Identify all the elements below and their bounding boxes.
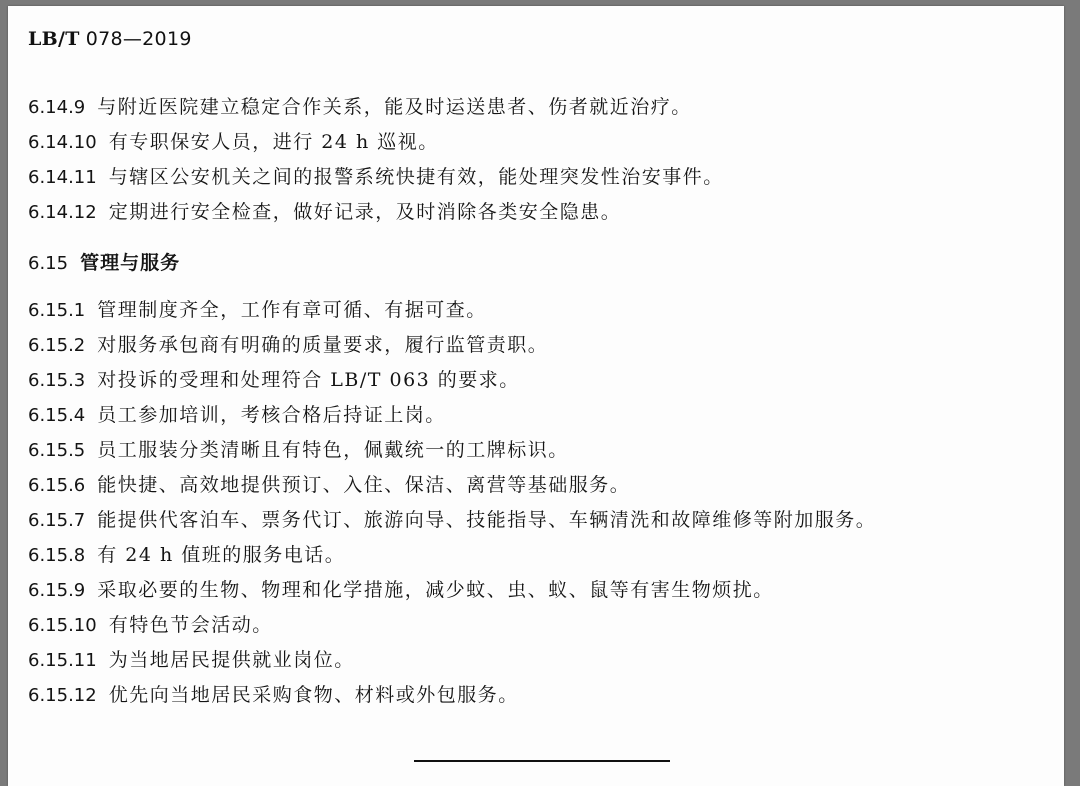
clause-item: [28, 576, 774, 604]
clause-number: 6.15.9: [28, 580, 86, 601]
clause-text: 为当地居民提供就业岗位。: [108, 649, 355, 671]
clause-text: 管理制度齐全，工作有章可循、有据可查。: [97, 299, 487, 321]
clause-number: 6.15.1: [28, 300, 86, 321]
clause-text: 员工参加培训，考核合格后持证上岗。: [97, 404, 446, 426]
section-number: 6.15: [28, 253, 69, 274]
clause-text: 员工服装分类清晰且有特色，佩戴统一的工牌标识。: [97, 439, 569, 461]
end-rule-divider: [414, 760, 670, 762]
clause-number: 6.15.8: [28, 545, 86, 566]
standard-code: LB/T: [28, 28, 80, 50]
clause-item: [28, 646, 355, 674]
clause-text: 对投诉的受理和处理符合 LB/T 063 的要求。: [97, 369, 520, 391]
section-heading: [28, 249, 180, 277]
clause-item: [28, 506, 876, 534]
clause-item: [28, 296, 487, 324]
clause-number: 6.15.5: [28, 440, 86, 461]
clause-number: 6.14.12: [28, 202, 97, 223]
clause-number: 6.15.6: [28, 475, 86, 496]
document-page: [8, 6, 1064, 786]
clause-text: 优先向当地居民采购食物、材料或外包服务。: [108, 684, 519, 706]
standard-header: [28, 28, 192, 50]
clause-item: [28, 331, 548, 359]
clause-item: [28, 93, 692, 121]
clause-text: 能快捷、高效地提供预订、入住、保洁、离营等基础服务。: [97, 474, 631, 496]
clause-item: [28, 681, 519, 709]
clause-number: 6.15.3: [28, 370, 86, 391]
clause-number: 6.15.12: [28, 685, 97, 706]
clause-number: 6.14.11: [28, 167, 97, 188]
clause-number: 6.15.11: [28, 650, 97, 671]
clause-text: 定期进行安全检查，做好记录，及时消除各类安全隐患。: [108, 201, 622, 223]
clause-number: 6.15.4: [28, 405, 86, 426]
clause-item: [28, 401, 446, 429]
clause-item: [28, 611, 273, 639]
clause-item: [28, 471, 630, 499]
section-title: 管理与服务: [80, 252, 181, 274]
clause-text: 有 24 h 值班的服务电话。: [97, 544, 346, 566]
clause-text: 有特色节会活动。: [108, 614, 273, 636]
clause-text: 与辖区公安机关之间的报警系统快捷有效，能处理突发性治安事件。: [108, 166, 724, 188]
standard-number: 078—2019: [85, 28, 192, 50]
clause-number: 6.14.9: [28, 97, 86, 118]
clause-item: [28, 198, 621, 226]
clause-item: [28, 128, 439, 156]
clause-number: 6.14.10: [28, 132, 97, 153]
clause-text: 能提供代客泊车、票务代订、旅游向导、技能指导、车辆清洗和故障维修等附加服务。: [97, 509, 877, 531]
clause-text: 与附近医院建立稳定合作关系，能及时运送患者、伤者就近治疗。: [97, 96, 692, 118]
clause-text: 对服务承包商有明确的质量要求，履行监管责职。: [97, 334, 549, 356]
clause-item: [28, 163, 724, 191]
clause-text: 有专职保安人员，进行 24 h 巡视。: [108, 131, 439, 153]
clause-number: 6.15.10: [28, 615, 97, 636]
clause-text: 采取必要的生物、物理和化学措施，减少蚊、虫、蚁、鼠等有害生物烦扰。: [97, 579, 774, 601]
clause-item: [28, 436, 569, 464]
clause-number: 6.15.2: [28, 335, 86, 356]
clause-item: [28, 541, 345, 569]
clause-number: 6.15.7: [28, 510, 86, 531]
clause-item: [28, 366, 520, 394]
